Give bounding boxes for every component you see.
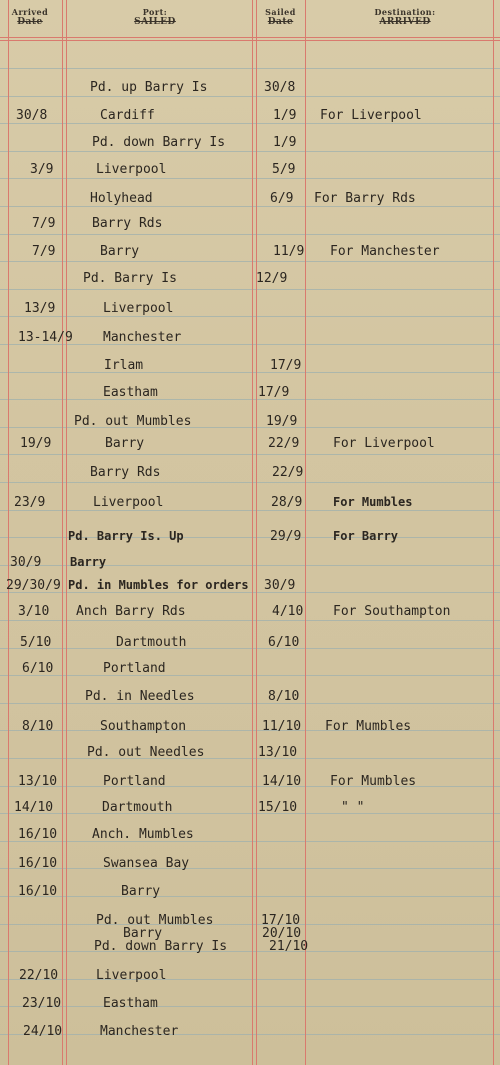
- column-rule-port-right: [252, 0, 253, 1065]
- row-14-port: Barry: [105, 436, 145, 451]
- row-30-arrived: 16/10: [18, 884, 58, 899]
- row-21-sailed: 6/10: [268, 635, 300, 650]
- row-20-port: Anch Barry Rds: [76, 604, 186, 619]
- row-24-sailed: 11/10: [262, 719, 302, 734]
- row-24-destination: For Mumbles: [325, 719, 412, 734]
- ruled-line: [0, 730, 500, 731]
- row-33-sailed: 21/10: [269, 939, 309, 954]
- row-1-sailed: 30/8: [264, 80, 296, 95]
- row-27-destination: " ": [341, 800, 365, 815]
- row-24-port: Southampton: [100, 719, 187, 734]
- row-36-port: Manchester: [100, 1024, 179, 1039]
- row-35-port: Eastham: [103, 996, 158, 1011]
- row-8-port: Pd. Barry Is: [83, 271, 177, 286]
- row-19-sailed: 30/9: [264, 578, 296, 593]
- ruled-line: [0, 261, 500, 262]
- row-19-arrived: 29/30/9: [6, 578, 61, 593]
- row-9-port: Liverpool: [103, 301, 174, 316]
- ruled-line: [0, 482, 500, 483]
- row-28-arrived: 16/10: [18, 827, 58, 842]
- row-5-port: Holyhead: [90, 191, 153, 206]
- ruled-line: [0, 151, 500, 152]
- row-11-sailed: 17/9: [270, 358, 302, 373]
- ruled-line: [0, 178, 500, 179]
- ruled-line: [0, 234, 500, 235]
- row-16-port: Liverpool: [93, 495, 164, 510]
- row-2-destination: For Liverpool: [320, 108, 422, 123]
- ruled-line: [0, 675, 500, 676]
- row-9-arrived: 13/9: [24, 301, 56, 316]
- row-5-destination: For Barry Rds: [314, 191, 416, 206]
- row-17-port: Pd. Barry Is. Up: [68, 529, 184, 543]
- margin-rule: [8, 0, 9, 1065]
- row-36-arrived: 24/10: [23, 1024, 63, 1039]
- row-26-arrived: 13/10: [18, 774, 58, 789]
- ruled-line: [0, 344, 500, 345]
- row-16-arrived: 23/9: [14, 495, 46, 510]
- header-sailed: [256, 7, 305, 27]
- row-3-port: Pd. down Barry Is: [92, 135, 226, 150]
- row-6-arrived: 7/9: [32, 216, 56, 231]
- ruled-line: [0, 123, 500, 124]
- ruled-line: [0, 454, 500, 455]
- row-15-sailed: 22/9: [272, 465, 304, 480]
- row-2-arrived: 30/8: [16, 108, 48, 123]
- row-26-sailed: 14/10: [262, 774, 302, 789]
- header-arrived: [6, 7, 54, 27]
- ruled-line: [0, 206, 500, 207]
- row-10-port: Manchester: [103, 330, 182, 345]
- header-port: [100, 7, 210, 27]
- row-8-sailed: 12/9: [256, 271, 288, 286]
- row-22-port: Portland: [103, 661, 166, 676]
- row-32-port: Barry: [123, 926, 163, 941]
- row-18-arrived: 30/9: [10, 555, 42, 570]
- ruled-line: [0, 813, 500, 814]
- header-destination-sub: ARRIVED: [379, 17, 431, 27]
- row-34-port: Liverpool: [96, 968, 167, 983]
- header-port-label: Port:: [142, 7, 168, 17]
- header-destination-label: Destination:: [374, 7, 436, 17]
- ruled-line: [0, 786, 500, 787]
- row-23-port: Pd. in Needles: [85, 689, 195, 704]
- row-3-sailed: 1/9: [273, 135, 297, 150]
- row-23-sailed: 8/10: [268, 689, 300, 704]
- row-16-sailed: 28/9: [271, 495, 303, 510]
- row-27-arrived: 14/10: [14, 800, 54, 815]
- row-5-sailed: 6/9: [270, 191, 294, 206]
- row-26-port: Portland: [103, 774, 166, 789]
- row-4-port: Liverpool: [96, 162, 167, 177]
- row-33-port: Pd. down Barry Is: [94, 939, 228, 954]
- row-27-sailed: 15/10: [258, 800, 298, 815]
- row-12-sailed: 17/9: [258, 385, 290, 400]
- ruled-line: [0, 1006, 500, 1007]
- header-port-sub: SAILED: [134, 17, 176, 27]
- ruled-line: [0, 841, 500, 842]
- row-31-port: Pd. out Mumbles: [96, 913, 214, 928]
- header-divider-double: [0, 40, 500, 41]
- row-29-arrived: 16/10: [18, 856, 58, 871]
- ruled-line: [0, 510, 500, 511]
- header-divider: [0, 37, 500, 38]
- ruled-line: [0, 703, 500, 704]
- row-14-arrived: 19/9: [20, 436, 52, 451]
- header-destination: [350, 7, 460, 27]
- ruled-line: [0, 316, 500, 317]
- row-7-destination: For Manchester: [330, 244, 440, 259]
- row-17-destination: For Barry: [333, 529, 399, 543]
- row-25-port: Pd. out Needles: [87, 745, 205, 760]
- row-34-arrived: 22/10: [19, 968, 59, 983]
- row-7-arrived: 7/9: [32, 244, 56, 259]
- ruled-line: [0, 399, 500, 400]
- ruled-line: [0, 896, 500, 897]
- header-arrived-sub: Date: [17, 17, 43, 27]
- row-21-port: Dartmouth: [116, 635, 187, 650]
- row-7-port: Barry: [100, 244, 140, 259]
- row-18-port: Barry: [70, 555, 107, 569]
- column-rule-arrived: [62, 0, 63, 1065]
- ruled-line: [0, 951, 500, 952]
- row-10-arrived: 13-14/9: [18, 330, 73, 345]
- row-15-port: Barry Rds: [90, 465, 161, 480]
- ruled-line: [0, 372, 500, 373]
- row-20-arrived: 3/10: [18, 604, 50, 619]
- row-30-port: Barry: [121, 884, 161, 899]
- row-4-arrived: 3/9: [30, 162, 54, 177]
- header-sailed-label: Sailed: [265, 7, 296, 17]
- ruled-line: [0, 289, 500, 290]
- row-1-port: Pd. up Barry Is: [90, 80, 208, 95]
- ruled-line: [0, 924, 500, 925]
- row-17-sailed: 29/9: [270, 529, 302, 544]
- header-arrived-label: Arrived: [11, 7, 49, 17]
- row-16-destination: For Mumbles: [333, 495, 413, 509]
- row-13-sailed: 19/9: [266, 414, 298, 429]
- ruled-line: [0, 620, 500, 621]
- row-2-sailed: 1/9: [273, 108, 297, 123]
- header-sailed-sub: Date: [267, 17, 294, 27]
- row-22-arrived: 6/10: [22, 661, 54, 676]
- row-29-port: Swansea Bay: [103, 856, 190, 871]
- row-2-port: Cardiff: [100, 108, 155, 123]
- row-20-destination: For Southampton: [333, 604, 451, 619]
- row-26-destination: For Mumbles: [330, 774, 417, 789]
- row-14-destination: For Liverpool: [333, 436, 435, 451]
- row-20-sailed: 4/10: [272, 604, 304, 619]
- row-32-sailed: 20/10: [262, 926, 302, 941]
- column-rule-sailed-right: [305, 0, 306, 1065]
- row-21-arrived: 5/10: [20, 635, 52, 650]
- row-12-port: Eastham: [103, 385, 158, 400]
- ruled-line: [0, 1034, 500, 1035]
- row-11-port: Irlam: [104, 358, 144, 373]
- row-27-port: Dartmouth: [102, 800, 173, 815]
- ruled-line: [0, 868, 500, 869]
- row-7-sailed: 11/9: [273, 244, 305, 259]
- row-6-port: Barry Rds: [92, 216, 163, 231]
- column-rule-destination: [493, 0, 494, 1065]
- row-4-sailed: 5/9: [272, 162, 296, 177]
- ruled-line: [0, 648, 500, 649]
- row-24-arrived: 8/10: [22, 719, 54, 734]
- row-14-sailed: 22/9: [268, 436, 300, 451]
- ruled-line: [0, 758, 500, 759]
- column-rule-sailed-left: [256, 0, 257, 1065]
- row-25-sailed: 13/10: [258, 745, 298, 760]
- ruled-line: [0, 96, 500, 97]
- row-35-arrived: 23/10: [22, 996, 62, 1011]
- row-28-port: Anch. Mumbles: [92, 827, 194, 842]
- ruled-line: [0, 979, 500, 980]
- column-rule-port-left: [66, 0, 67, 1065]
- row-13-port: Pd. out Mumbles: [74, 414, 192, 429]
- ruled-line: [0, 68, 500, 69]
- row-19-port: Pd. in Mumbles for orders: [68, 578, 249, 592]
- row-31-sailed: 17/10: [261, 913, 301, 928]
